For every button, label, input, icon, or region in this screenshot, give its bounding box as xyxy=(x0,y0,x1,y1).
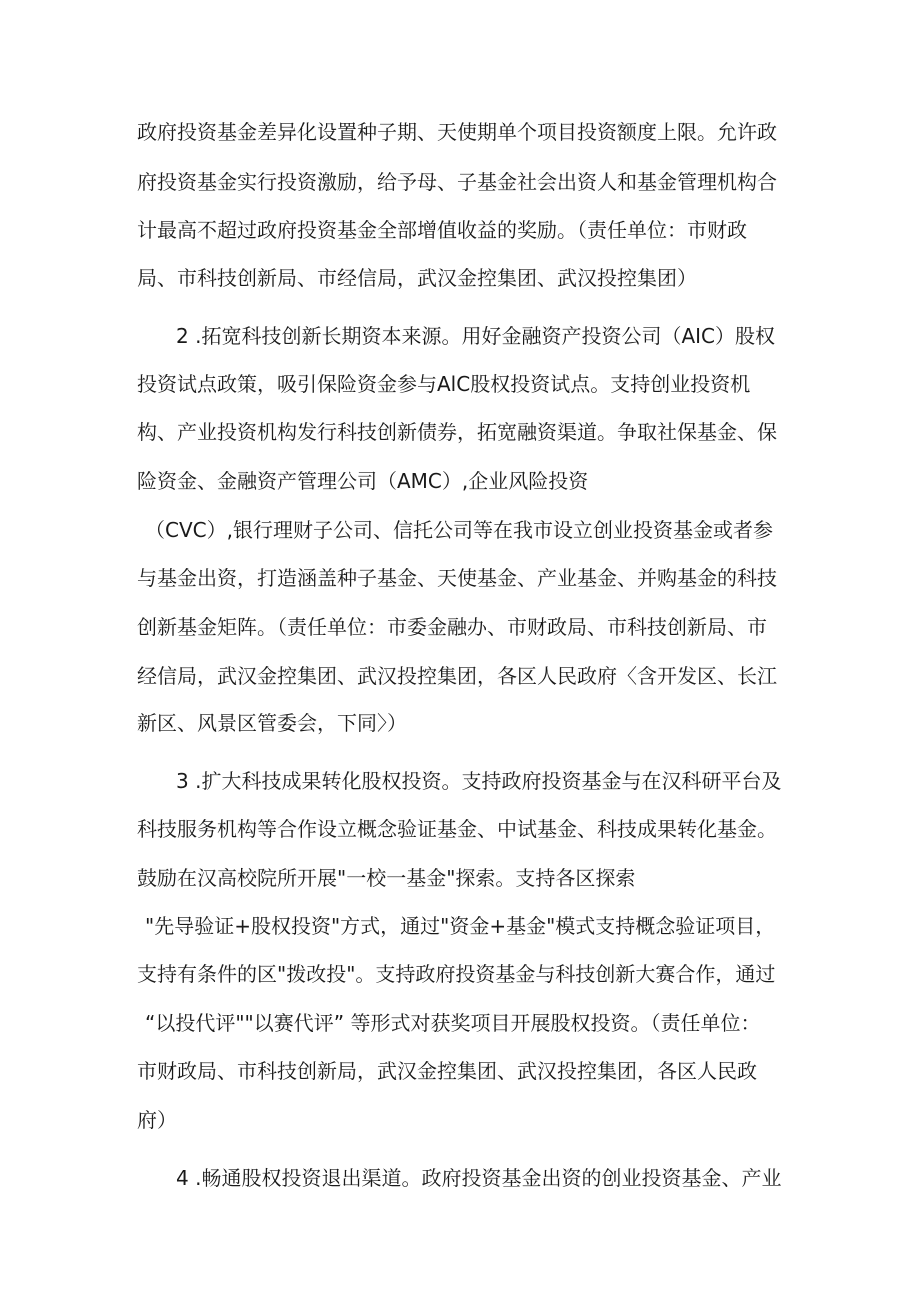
text-line: 经信局，武汉金控集团、武汉投控集团，各区人民政府〈含开发区、长江 xyxy=(137,664,777,688)
text-line: 险资金、金融资产管理公司（AMC）,企业风险投资 xyxy=(137,469,589,493)
text-line: 府投资基金实行投资激励，给予母、子基金社会出资人和基金管理机构合 xyxy=(137,170,777,194)
text-line: 局、市科技创新局、市经信局，武汉金控集团、武汉投控集团） xyxy=(137,266,697,290)
section-heading-line: 4 .畅通股权投资退出渠道。政府投资基金出资的创业投资基金、产业 xyxy=(176,1166,782,1190)
text-line: 投资试点政策，吸引保险资金参与AlC股权投资试点。支持创业投资机 xyxy=(137,372,751,396)
text-line: 科技服务机构等合作设立概念验证基金、中试基金、科技成果转化基金。 xyxy=(137,817,777,841)
text-line: 与基金出资，打造涵盖种子基金、天使基金、产业基金、并购基金的科技 xyxy=(137,566,777,590)
text-line: 创新基金矩阵。（责任单位：市委金融办、市财政局、市科技创新局、市 xyxy=(137,615,767,639)
text-line: 鼓励在汉高校院所开展"一校一基金"探索。支持各区探索 xyxy=(137,866,636,890)
section-heading-line: 3 .扩大科技成果转化股权投资。支持政府投资基金与在汉科研平台及 xyxy=(176,769,782,793)
text-line: "先导验证+股权投资"方式，通过"资金+基金"模式支持概念验证项目， xyxy=(145,914,776,938)
text-line: 市财政局、市科技创新局，武汉金控集团、武汉投控集团，各区人民政 xyxy=(137,1059,757,1083)
text-line: 新区、风景区管委会，下同〉） xyxy=(137,711,407,735)
text-line: 政府投资基金差异化设置种子期、天使期单个项目投资额度上限。允许政 xyxy=(137,120,777,144)
text-line: 支持有条件的区"拨改投"。支持政府投资基金与科技创新大赛合作，通过 xyxy=(137,962,776,986)
text-line: 府） xyxy=(137,1108,177,1132)
text-line: “以投代评""以赛代评” 等形式对获奖项目开展股权投资。（责任单位： xyxy=(145,1011,761,1035)
section-heading-line: 2 .拓宽科技创新长期资本来源。用好金融资产投资公司（AIC）股权 xyxy=(176,324,775,348)
text-line: 计最高不超过政府投资基金全部增值收益的奖励。（责任单位：市财政 xyxy=(137,218,747,242)
text-line: 构、产业投资机构发行科技创新债券，拓宽融资渠道。争取社保基金、保 xyxy=(137,420,777,444)
text-line: （CVC）,银行理财子公司、信托公司等在我市设立创业投资基金或者参 xyxy=(145,518,773,542)
